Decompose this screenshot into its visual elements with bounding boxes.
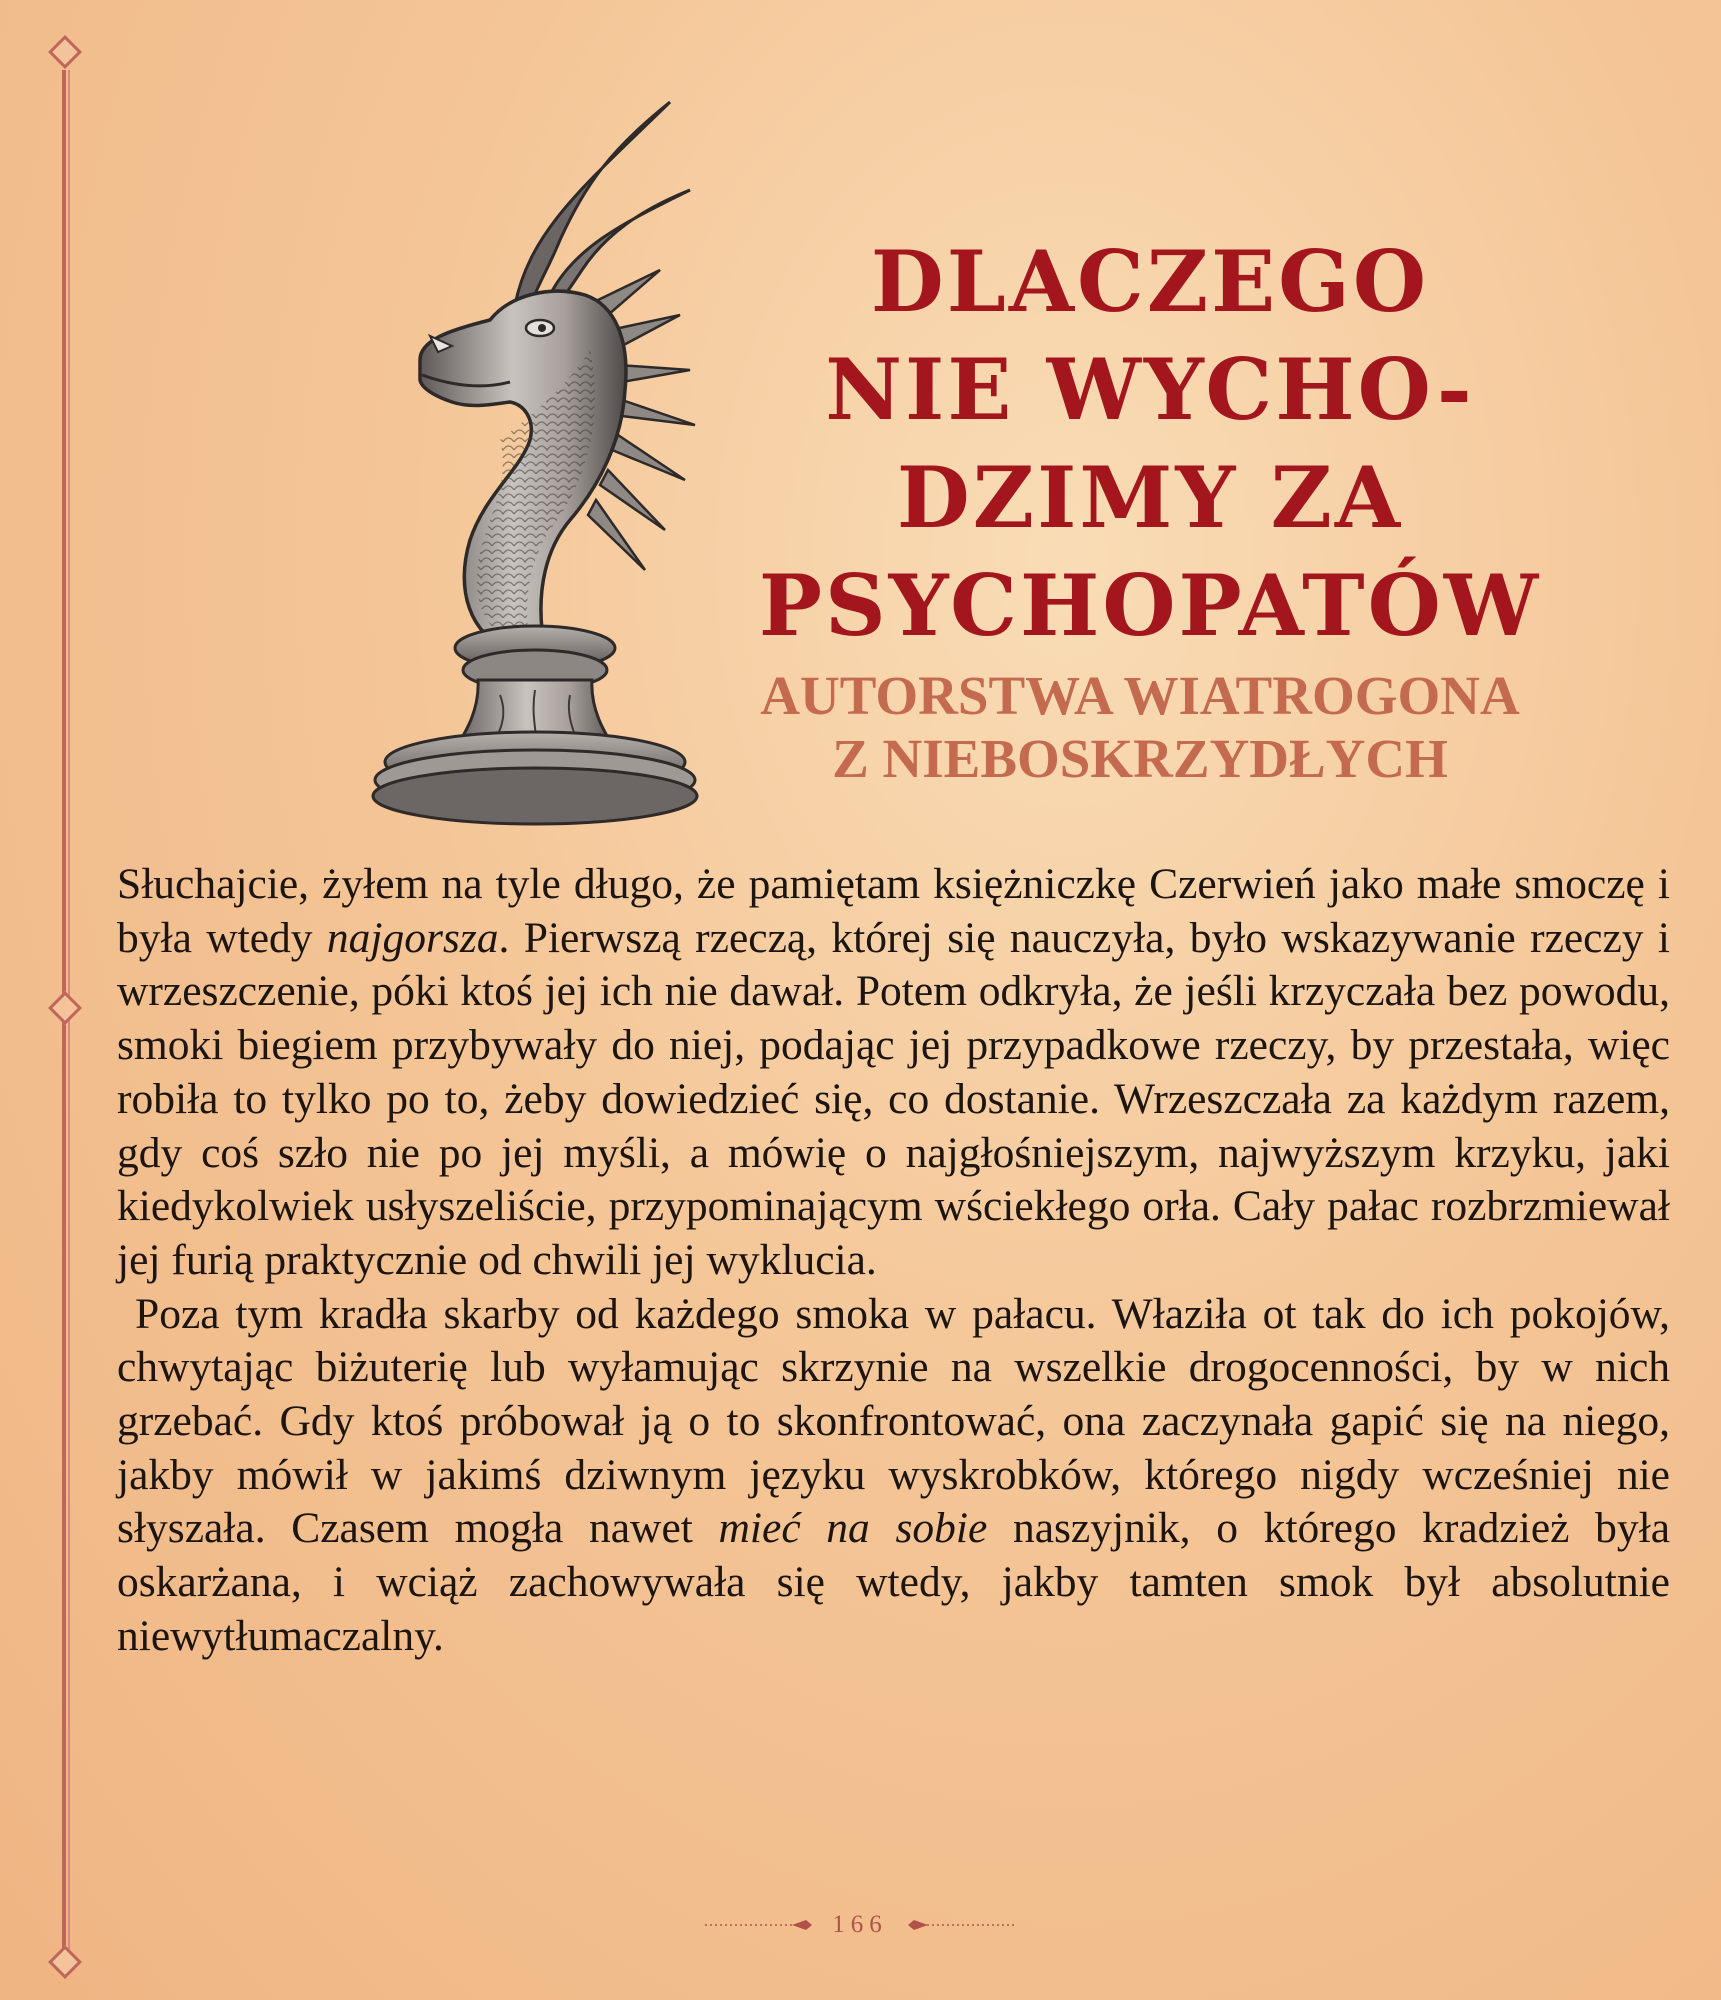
chapter-title xyxy=(740,228,1560,660)
diamond-ornament-icon xyxy=(48,1945,82,1979)
emphasis-text: mieć na sobie xyxy=(718,1504,988,1553)
diamond-ornament-icon xyxy=(48,35,82,69)
page-folio xyxy=(700,1910,1020,1940)
title-line: PSYCHOPATÓW xyxy=(758,556,1542,655)
paragraph xyxy=(117,858,1670,1288)
paragraph xyxy=(117,1288,1670,1664)
text-run: Poza tym kradła skarby od każdego smoka w pałacu. Właziła ot tak do ich pokojów, chwytając biżuterię lub wyłamując skrzynie na wszelkie drogocenności, by w nich grzebać. Gdy ktoś próbował ją o to skonfrontować, ona zaczynała gapić się na niego, jakby mówił w jakimś dziwnym języku wyskrobków, którego nigdy wcześniej nie słyszała. Czasem mogła nawet xyxy=(117,1289,1670,1553)
text-run: naszyjnik, o którego kradzież była oskarżana, i wciąż zachowywała się wtedy, jakby tamten smok był absolutnie niewytłumaczalny. xyxy=(117,1504,1670,1660)
text-run: Słuchajcie, żyłem na tyle długo, że pamiętam księżniczkę Czerwień jako małe smoczę i była wtedy xyxy=(117,860,1670,962)
emphasis-text: najgorsza xyxy=(326,913,499,962)
author-byline xyxy=(700,664,1580,790)
body-text xyxy=(117,858,1670,1664)
title-line: DZIMY ZA xyxy=(896,448,1404,547)
diamond-ornament-icon xyxy=(48,991,82,1025)
title-line: NIE WYCHO- xyxy=(825,340,1475,439)
byline-line: AUTORSTWA WIATROGONA xyxy=(760,665,1520,726)
page-number: 166 xyxy=(832,1911,888,1938)
title-line: DLACZEGO xyxy=(870,232,1430,331)
byline-line: Z NIEBOSKRZYDŁYCH xyxy=(832,728,1448,789)
text-run: . Pierwszą rzeczą, której się nauczyła, było wskazywanie rzeczy i wrzeszczenie, póki ktoś jej ich nie dawał. Potem odkryła, że jeśli krzyczała bez powodu, smoki biegiem przybywały do niej, podając jej przypadkowe rzeczy, by przestała, więc robiła to tylko po to, żeby dowiedzieć się, co dostanie. Wrzeszczała za każdym razem, gdy coś szło nie po jej myśli, a mówię o najgłośniejszym, najwyższym krzyku, jaki kiedykolwiek usłyszeliście, przypominającym wściekłego orła. Cały pałac rozbrzmiewał jej furią praktycznie od chwili jej wyklucia. xyxy=(117,913,1670,1284)
